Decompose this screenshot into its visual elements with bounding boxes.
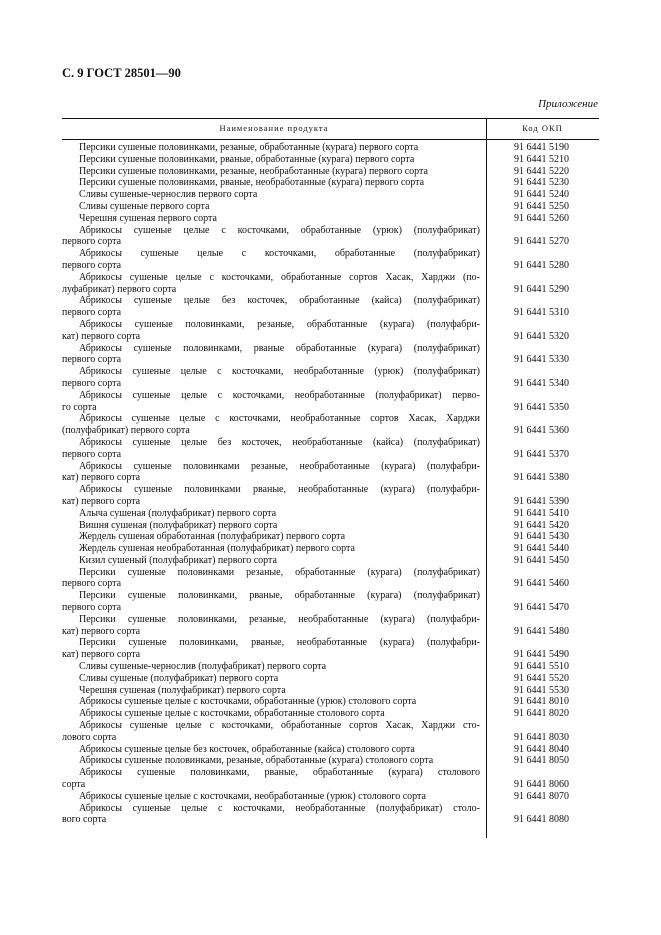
table-row xyxy=(62,685,599,697)
product-name-line: Абрикосы сушеные целые с косточками, обработанные столового сорта xyxy=(79,708,385,720)
okp-code-cell: 91 6441 5360 xyxy=(514,425,569,437)
table-row xyxy=(62,673,599,685)
product-name-line: Сливы сушеные (полуфабрикат) первого сорта xyxy=(79,672,279,684)
okp-code-cell: 91 6441 5430 xyxy=(514,531,569,543)
product-name-continuation: кат) первого сорта xyxy=(62,495,141,507)
product-name-cell xyxy=(62,696,480,708)
product-name-line: Абрикосы сушеные целые с косточками, необработанные (полуфабрикат) столо- xyxy=(79,802,480,814)
product-name-continuation: первого сорта xyxy=(62,236,122,248)
okp-code-cell: 91 6441 5440 xyxy=(514,543,569,555)
product-name-continuation: вого сорта xyxy=(62,814,107,826)
product-name-cell xyxy=(62,225,480,249)
product-name-continuation: первого сорта xyxy=(62,259,122,271)
product-name-cell xyxy=(62,272,480,296)
okp-code-cell: 91 6441 5480 xyxy=(514,625,569,637)
product-name-continuation: кат) первого сорта xyxy=(62,625,141,637)
product-name-line: Персики сушеные половинками, резаные, обработанные (курага) первого сорта xyxy=(79,142,419,153)
column-header-product-name: Наименование продукта xyxy=(219,123,329,133)
table-top-rule xyxy=(62,118,599,119)
product-name-line: Абрикосы сушеные половинками, резаные, обработанные (курага) (полуфабри- xyxy=(79,318,480,330)
okp-code-cell: 91 6441 5420 xyxy=(514,519,569,531)
product-name-cell xyxy=(62,673,480,685)
product-name-cell xyxy=(62,555,480,567)
table-row xyxy=(62,366,599,390)
table-header-rule xyxy=(62,139,599,140)
table-row xyxy=(62,177,599,189)
product-name-line: Абрикосы сушеные половинками, рваные обработанные (курага) (полуфабрикат) xyxy=(79,342,480,354)
table-row xyxy=(62,319,599,343)
product-name-continuation: первого сорта xyxy=(62,307,122,319)
product-name-cell xyxy=(62,295,480,319)
product-name-cell xyxy=(62,213,480,225)
product-name-line: Кизил сушеный (полуфабрикат) первого сорта xyxy=(79,554,277,566)
product-name-cell xyxy=(62,343,480,367)
product-name-line: Персики сушеные половинками, рваные, обработанные (курага) (полуфабрикат) xyxy=(79,590,480,602)
product-name-line: Абрикосы сушеные целые с косточками, необработанные (урюк) столового сорта xyxy=(79,790,426,802)
product-name-continuation: первого сорта xyxy=(62,578,122,590)
okp-code-cell: 91 6441 5510 xyxy=(514,661,569,673)
product-name-line: Абрикосы сушеные целые с косточками, необработанные сортов Хасак, Харджи xyxy=(79,413,480,425)
table-row xyxy=(62,767,599,791)
product-name-line: Черешня сушеная первого сорта xyxy=(79,212,217,224)
product-name-cell xyxy=(62,390,480,414)
product-name-line: Жердель сушеная обработанная (полуфабрикат) первого сорта xyxy=(79,531,346,543)
product-name-cell xyxy=(62,590,480,614)
okp-code-cell: 91 6441 5520 xyxy=(514,672,569,684)
okp-code-cell: 91 6441 5220 xyxy=(514,165,569,177)
okp-code-cell: 91 6441 8080 xyxy=(514,814,569,826)
okp-code-cell: 91 6441 5230 xyxy=(514,177,569,189)
product-name-cell xyxy=(62,461,480,485)
okp-code-cell: 91 6441 8060 xyxy=(514,779,569,791)
okp-code-cell: 91 6441 5410 xyxy=(514,507,569,519)
table-row xyxy=(62,213,599,225)
product-name-line: Абрикосы сушеные половинками, резаные, обработанные (курага) столового сорта xyxy=(79,755,434,767)
table-row xyxy=(62,248,599,272)
okp-code-cell: 91 6441 5350 xyxy=(514,401,569,413)
product-name-cell xyxy=(62,520,480,532)
table-row xyxy=(62,189,599,201)
product-name-cell xyxy=(62,413,480,437)
product-name-cell xyxy=(62,685,480,697)
okp-code-cell: 91 6441 5190 xyxy=(514,142,569,153)
okp-code-cell: 91 6441 5240 xyxy=(514,189,569,201)
product-code-table xyxy=(62,118,599,838)
okp-code-cell: 91 6441 5330 xyxy=(514,354,569,366)
product-name-cell xyxy=(62,767,480,791)
table-row xyxy=(62,166,599,178)
table-body xyxy=(62,142,599,826)
product-name-continuation: луфабрикат) первого сорта xyxy=(62,283,177,295)
table-row xyxy=(62,437,599,461)
product-name-line: Абрикосы сушеные целые с косточками, обработанные (полуфабрикат) xyxy=(79,248,480,260)
okp-code-cell: 91 6441 8020 xyxy=(514,708,569,720)
okp-code-cell: 91 6441 8070 xyxy=(514,790,569,802)
table-row xyxy=(62,567,599,591)
product-name-cell xyxy=(62,531,480,543)
product-name-cell xyxy=(62,366,480,390)
product-name-line: Абрикосы сушеные целые с косточками, обработанные (урюк) (полуфабрикат) xyxy=(79,224,480,236)
table-row xyxy=(62,590,599,614)
page-header-title: С. 9 ГОСТ 28501—90 xyxy=(62,66,181,80)
product-name-continuation: кат) первого сорта xyxy=(62,330,141,342)
product-name-line: Алыча сушеная (полуфабрикат) первого сорта xyxy=(79,507,277,519)
product-name-line: Персики сушеные половинками, резаные, необработанные (курага) первого сорта xyxy=(79,165,428,177)
product-name-cell xyxy=(62,437,480,461)
product-name-cell xyxy=(62,744,480,756)
product-name-line: Абрикосы сушеные целые с косточками, необработанные (полуфабрикат) перво- xyxy=(79,389,480,401)
okp-code-cell: 91 6441 5260 xyxy=(514,212,569,224)
product-name-line: Черешня сушеная (полуфабрикат) первого сорта xyxy=(79,684,286,696)
okp-code-cell: 91 6441 5320 xyxy=(514,330,569,342)
table-row xyxy=(62,461,599,485)
table-row xyxy=(62,637,599,661)
table-row xyxy=(62,555,599,567)
product-name-cell xyxy=(62,720,480,744)
product-name-continuation: первого сорта xyxy=(62,354,122,366)
okp-code-cell: 91 6441 5370 xyxy=(514,448,569,460)
product-name-continuation: кат) первого сорта xyxy=(62,472,141,484)
product-name-continuation: первого сорта xyxy=(62,448,122,460)
okp-code-cell: 91 6441 5270 xyxy=(514,236,569,248)
product-name-continuation: сорта xyxy=(62,779,86,791)
product-name-line: Абрикосы сушеные половинками, рваные, обработанные (курага) столового xyxy=(79,767,480,779)
product-name-line: Абрикосы сушеные целые с косточками, обработанные (урюк) столового сорта xyxy=(79,696,417,708)
okp-code-cell: 91 6441 5450 xyxy=(514,554,569,566)
table-row xyxy=(62,413,599,437)
product-name-cell xyxy=(62,614,480,638)
table-row xyxy=(62,661,599,673)
product-name-cell xyxy=(62,484,480,508)
product-name-line: Абрикосы сушеные целые с косточками, необработанные (урюк) (полуфабрикат) xyxy=(79,366,480,378)
okp-code-cell: 91 6441 5280 xyxy=(514,259,569,271)
product-name-cell xyxy=(62,154,480,166)
product-name-line: Абрикосы сушеные половинками резаные, необработанные (курага) (полуфабри- xyxy=(79,460,480,472)
table-row xyxy=(62,142,599,154)
table-row xyxy=(62,543,599,555)
table-row xyxy=(62,484,599,508)
okp-code-cell: 91 6441 5530 xyxy=(514,684,569,696)
product-name-line: Вишня сушеная (полуфабрикат) первого сорта xyxy=(79,519,278,531)
product-name-cell xyxy=(62,803,480,827)
okp-code-cell: 91 6441 8040 xyxy=(514,743,569,755)
product-name-line: Персики сушеные половинками, резаные, необработанные (курага) (полуфабри- xyxy=(79,613,480,625)
product-name-cell xyxy=(62,543,480,555)
column-header-okp-code: Код ОКП xyxy=(522,123,563,133)
product-name-line: Персики сушеные половинками резаные, обработанные (курага) (полуфабрикат) xyxy=(79,566,480,578)
product-name-line: Сливы сушеные первого сорта xyxy=(79,200,210,212)
okp-code-cell: 91 6441 5490 xyxy=(514,649,569,661)
product-name-continuation: кат) первого сорта xyxy=(62,649,141,661)
appendix-label: Приложение xyxy=(538,98,598,110)
table-row xyxy=(62,343,599,367)
product-name-cell xyxy=(62,166,480,178)
table-row xyxy=(62,755,599,767)
product-name-cell xyxy=(62,189,480,201)
okp-code-cell: 91 6441 5310 xyxy=(514,307,569,319)
table-row xyxy=(62,154,599,166)
table-row xyxy=(62,390,599,414)
product-name-line: Сливы сушеные-чернослив (полуфабрикат) первого сорта xyxy=(79,661,327,673)
product-name-line: Персики сушеные половинками, рваные, необработанные (курага) (полуфабри- xyxy=(79,637,480,649)
product-name-cell xyxy=(62,567,480,591)
product-name-continuation: го сорта xyxy=(62,401,97,413)
okp-code-cell: 91 6441 8030 xyxy=(514,731,569,743)
table-row xyxy=(62,803,599,827)
product-name-line: Абрикосы сушеные целые без косточек, необработанные (кайса) (полуфабрикат) xyxy=(79,436,480,448)
table-row xyxy=(62,744,599,756)
product-name-continuation: первого сорта xyxy=(62,377,122,389)
table-row xyxy=(62,295,599,319)
product-name-line: Персики сушеные половинками, рваные, необработанные (курага) первого сорта xyxy=(79,177,425,189)
okp-code-cell: 91 6441 5290 xyxy=(514,283,569,295)
table-row xyxy=(62,791,599,803)
table-row xyxy=(62,696,599,708)
okp-code-cell: 91 6441 5250 xyxy=(514,200,569,212)
okp-code-cell: 91 6441 5390 xyxy=(514,495,569,507)
okp-code-cell: 91 6441 5460 xyxy=(514,578,569,590)
product-name-line: Сливы сушеные-чернослив первого сорта xyxy=(79,189,258,201)
product-name-cell xyxy=(62,248,480,272)
okp-code-cell: 91 6441 8010 xyxy=(514,696,569,708)
product-name-cell xyxy=(62,508,480,520)
product-name-cell xyxy=(62,177,480,189)
okp-code-cell: 91 6441 5380 xyxy=(514,472,569,484)
table-row xyxy=(62,614,599,638)
table-row xyxy=(62,272,599,296)
product-name-line: Абрикосы сушеные целые без косточек, обработанные (кайса) (полуфабрикат) xyxy=(79,295,480,307)
okp-code-cell: 91 6441 8050 xyxy=(514,755,569,767)
product-name-cell xyxy=(62,791,480,803)
okp-code-cell: 91 6441 5210 xyxy=(514,153,569,165)
product-name-continuation: лового сорта xyxy=(62,731,117,743)
product-name-continuation: первого сорта xyxy=(62,602,122,614)
okp-code-cell: 91 6441 5340 xyxy=(514,377,569,389)
table-row xyxy=(62,508,599,520)
table-row xyxy=(62,225,599,249)
product-name-cell xyxy=(62,201,480,213)
product-name-line: Абрикосы сушеные половинками рваные, необработанные (курага) (полуфабри- xyxy=(79,484,480,496)
product-name-cell xyxy=(62,142,480,154)
product-name-cell xyxy=(62,661,480,673)
table-row xyxy=(62,708,599,720)
table-row xyxy=(62,520,599,532)
product-name-line: Абрикосы сушеные целые с косточками, обработанные сортов Хасак, Харджи сто- xyxy=(79,720,480,732)
product-name-continuation: (полуфабрикат) первого сорта xyxy=(62,425,190,437)
product-name-line: Абрикосы сушеные целые без косточек, обработанные (кайса) столового сорта xyxy=(79,743,415,755)
product-name-line: Жердель сушеная необработанная (полуфабрикат) первого сорта xyxy=(79,543,355,555)
product-name-cell xyxy=(62,319,480,343)
product-name-cell xyxy=(62,637,480,661)
table-row xyxy=(62,531,599,543)
table-row xyxy=(62,201,599,213)
product-name-line: Персики сушеные половинками, рваные, обработанные (курага) первого сорта xyxy=(79,153,415,165)
product-name-line: Абрикосы сушеные целые с косточками, обработанные сортов Хасак, Харджи (по- xyxy=(79,271,480,283)
product-name-cell xyxy=(62,708,480,720)
okp-code-cell: 91 6441 5470 xyxy=(514,602,569,614)
product-name-cell xyxy=(62,755,480,767)
table-row xyxy=(62,720,599,744)
